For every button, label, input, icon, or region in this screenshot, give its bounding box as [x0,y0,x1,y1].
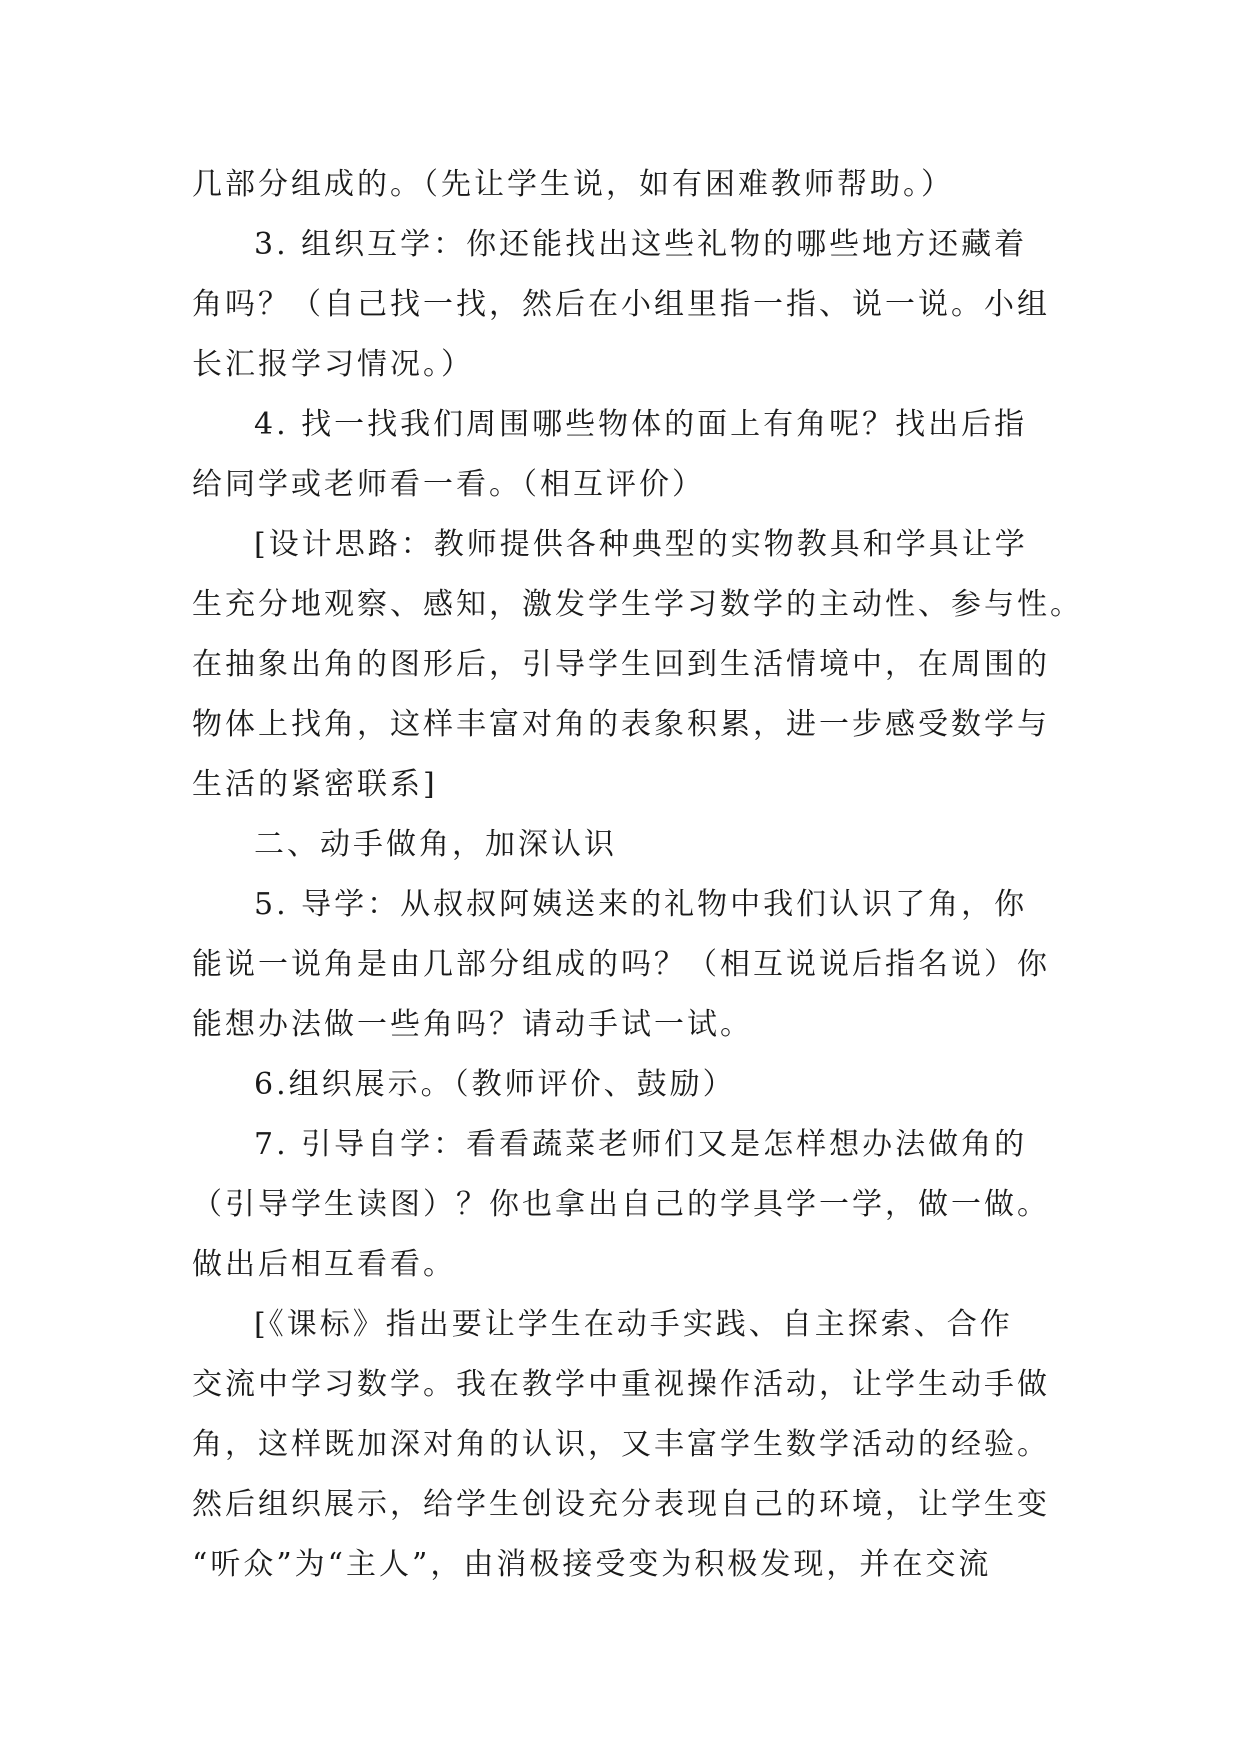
text-line: [设计思路：教师提供各种典型的实物教具和学具让学 [254,527,1028,562]
text-line: 生活的紧密联系] [192,767,438,802]
text-line: 物体上找角，这样丰富对角的表象积累，进一步感受数学与 [192,707,1050,742]
text-line: 能说一说角是由几部分组成的吗？（相互说说后指名说）你 [192,947,1050,982]
text-line: 角，这样既加深对角的认识，又丰富学生数学活动的经验。 [192,1427,1050,1462]
text-line: （引导学生读图）？你也拿出自己的学具学一学，做一做。 [192,1187,1050,1222]
text-line: 做出后相互看看。 [192,1247,456,1282]
section-heading: 二、动手做角，加深认识 [254,827,617,862]
text-line: 在抽象出角的图形后，引导学生回到生活情境中，在周围的 [192,647,1050,682]
text-line: 6.组织展示。（教师评价、鼓励） [254,1067,736,1102]
document-body [192,155,1083,1595]
text-line: 4. 找一找我们周围哪些物体的面上有角呢？找出后指 [254,407,1028,442]
text-line: 交流中学习数学。我在教学中重视操作活动，让学生动手做 [192,1367,1050,1402]
text-line: 能想办法做一些角吗？请动手试一试。 [192,1007,753,1042]
text-line: [《课标》指出要让学生在动手实践、自主探索、合作 [254,1307,1013,1342]
text-line: 然后组织展示，给学生创设充分表现自己的环境，让学生变 [192,1487,1050,1522]
text-line: “听众”为“主人”，由消极接受变为积极发现，并在交流 [192,1547,992,1582]
text-line: 长汇报学习情况。） [192,347,474,382]
text-line: 角吗？（自己找一找，然后在小组里指一指、说一说。小组 [192,287,1050,322]
text-line: 几部分组成的。（先让学生说，如有困难教师帮助。） [192,167,954,202]
text-line: 5. 导学：从叔叔阿姨送来的礼物中我们认识了角，你 [254,887,1028,922]
text-line: 7. 引导自学：看看蔬菜老师们又是怎样想办法做角的 [254,1127,1028,1162]
text-line: 给同学或老师看一看。（相互评价） [192,467,705,502]
text-line: 3. 组织互学：你还能找出这些礼物的哪些地方还藏着 [254,227,1028,262]
text-line: 生充分地观察、感知，激发学生学习数学的主动性、参与性。 [192,587,1083,622]
